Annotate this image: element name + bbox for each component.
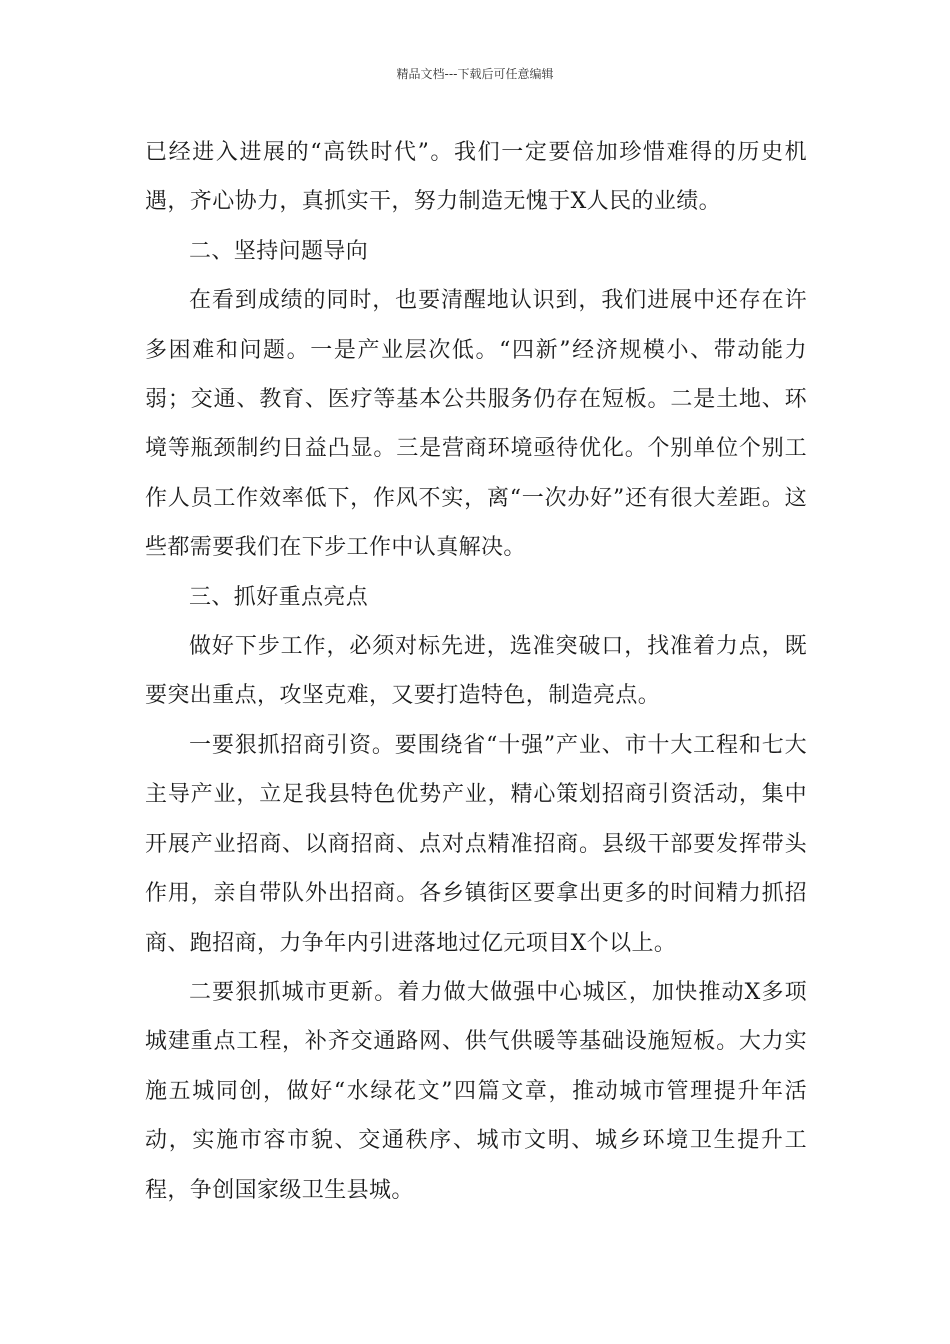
paragraph-urban-renewal: 二要狠抓城市更新。着力做大做强中心城区，加快推动X多项城建重点工程，补齐交通路网、供气供暖等基础设施短板。大力实施五城同创，做好“水绿花文”四篇文章，推动城市管理提升年活动，实施市容市貌、交通秩序、城市文明、城乡环境卫生提升工程，争创国家级卫生县城。 [145,979,807,1203]
paragraph-investment: 一要狠抓招商引资。要围绕省“十强”产业、市十大工程和七大主导产业，立足我县特色优势产业，精心策划招商引资活动，集中开展产业招商、以商招商、点对点精准招商。县级干部要发挥带头作用，亲自带队外出招商。各乡镇街区要拿出更多的时间精力抓招商、跑招商，力争年内引进落地过亿元项目X个以上。 [145,732,807,956]
document-body [145,128,807,1215]
section-heading-3: 三、抓好重点亮点 [189,584,369,610]
section-heading-2: 二、坚持问题导向 [189,238,369,264]
paragraph-continuation: 已经进入进展的“高铁时代”。我们一定要倍加珍惜难得的历史机遇，齐心协力，真抓实干，努力制造无愧于X人民的业绩。 [145,140,807,215]
paragraph-intro-focus: 做好下步工作，必须对标先进，选准突破口，找准着力点，既要突出重点，攻坚克难，又要打造特色，制造亮点。 [145,634,807,709]
page-header: 精品文档---下载后可任意编辑 [396,67,554,81]
paragraph-problems: 在看到成绩的同时，也要清醒地认识到，我们进展中还存在许多困难和问题。一是产业层次低。“四新”经济规模小、带动能力弱；交通、教育、医疗等基本公共服务仍存在短板。二是土地、环境等瓶颈制约日益凸显。三是营商环境亟待优化。个别单位个别工作人员工作效率低下，作风不实，离“一次办好”还有很大差距。这些都需要我们在下步工作中认真解决。 [145,288,807,561]
